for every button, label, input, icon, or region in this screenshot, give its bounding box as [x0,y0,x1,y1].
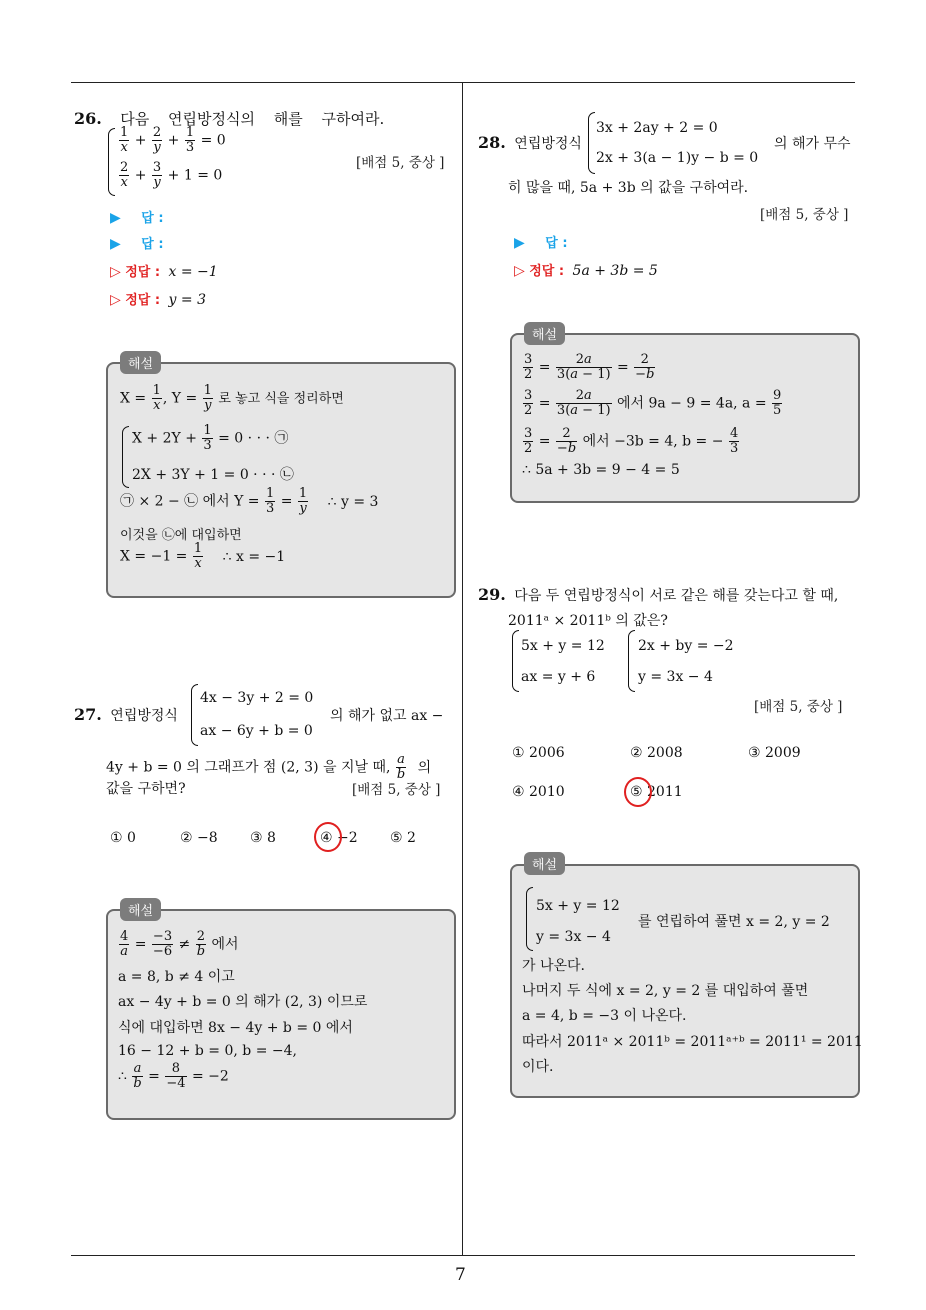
q26-brace [108,128,115,196]
q26-expl-line6: X = −1 = $\frac{1}{x}$ ∴ x = −1 [120,541,286,571]
q26-e6-post: ∴ x = −1 [222,548,286,565]
q27-text1-post: 의 해가 없고 ax − [330,708,444,724]
q29-sysB2: y = 3x − 4 [638,669,713,685]
q28-expl-line4: ∴ 5a + 3b = 9 − 4 = 5 [522,462,680,478]
q26-correct-value-2: y = 3 [168,292,206,308]
outline-play-icon: ▷ [110,292,121,308]
q26-answer-row-2 [110,233,164,252]
q26-correct-label-1: 정답 : [125,265,161,280]
play-icon: ▶ [514,235,525,251]
q27-selected-circle [314,822,342,852]
q27-brace [191,684,198,746]
q26-correct-1 [110,261,218,280]
q26-e2: X + 2Y + [132,430,197,447]
q26-expl-line5: 이것을 ㉡에 대입하면 [120,528,242,543]
q29-option-2[interactable]: ② 2008 [630,745,683,761]
q26-answer-label-2: 답 : [141,237,164,252]
q26-expl-line3: 2X + 3Y + 1 = 0 · · · ㉡ [132,467,294,483]
q28-expl-line3: $\frac{3}{2}$ = $\frac{2}{-b}$ 에서 −3b = 4, b = − $\frac{4}{3}$ [524,426,739,456]
play-icon: ▶ [110,236,121,252]
q28-e3-post: 에서 −3b = 4, b = − [582,433,724,450]
q28-sys1: 3x + 2ay + 2 = 0 [596,120,718,136]
q27-text3: 값을 구하면? [106,781,186,797]
q26-e6-pre: X = −1 = [120,548,188,565]
q26-e1-pre: X = [120,390,147,407]
q27-sys2: ax − 6y + b = 0 [200,723,313,739]
q27-option-3[interactable]: ③ 8 [250,830,276,846]
q27-option-5[interactable]: ⑤ 2 [390,830,416,846]
q26-eq2-rest: + 1 = 0 [167,167,223,184]
outline-play-icon: ▷ [110,264,121,280]
q27-sys1: 4x − 3y + 2 = 0 [200,690,314,706]
q26-eq2: $\frac{2}{x}$ + $\frac{3}{y}$ + 1 = 0 [120,160,223,190]
q27-option-4[interactable]: ④ −2 [320,830,358,846]
q29-expl-line4: a = 4, b = −3 이 나온다. [522,1008,687,1024]
q29-expl-line5: 따라서 2011ᵃ × 2011ᵇ = 2011ᵃ⁺ᵇ = 2011¹ = 2011 [522,1034,863,1050]
q27-tag: [배점 5, 중상 ] [352,782,441,798]
q28-correct-label: 정답 : [529,264,565,279]
q29-option-3[interactable]: ③ 2009 [748,745,801,761]
q28-e2-post: 에서 9a − 9 = 4a, a = [616,395,767,412]
q27-option-1[interactable]: ① 0 [110,830,136,846]
q26-correct-2 [110,289,206,308]
q29-text1: 다음 두 연립방정식이 서로 같은 해를 갖는다고 할 때, [514,588,839,604]
q29-expl-sys2: y = 3x − 4 [536,929,611,945]
q27-expl-line6: ∴ $\frac{a}{b}$ = $\frac{8}{-4}$ = −2 [118,1061,229,1091]
q27-text2: 4y + b = 0 의 그래프가 점 (2, 3) 을 지날 때, [106,759,391,776]
q29-sysA2: ax = y + 6 [521,669,596,685]
q28-text1-post: 의 해가 무수 [774,136,851,152]
q28-expl-line2: $\frac{3}{2}$ = $\frac{2a}{3(a - 1)}$ 에서 9a − 9 = 4a, a = $\frac{9}{5}$ [524,388,782,418]
q27-option-2[interactable]: ② −8 [180,830,218,846]
bottom-rule [71,1255,855,1256]
q26-explanation-tag: 해설 [120,351,161,374]
q29-option-4[interactable]: ④ 2010 [512,784,565,800]
q26-correct-label-2: 정답 : [125,293,161,308]
q27-expl-line4: 식에 대입하면 8x − 4y + b = 0 에서 [118,1020,353,1036]
q27-explanation-tag: 해설 [120,898,161,921]
q28-correct-value: 5a + 3b = 5 [572,263,658,279]
q29-expl-line2: 가 나온다. [522,958,585,974]
q26-expl-line2: X + 2Y + $\frac{1}{3}$ = 0 · · · ㉠ [132,423,289,453]
q29-sysA1: 5x + y = 12 [521,638,605,654]
q28-brace [588,112,595,174]
q29-text2: 2011ᵃ × 2011ᵇ 의 값은? [508,613,668,629]
q27-expl-line5: 16 − 12 + b = 0, b = −4, [118,1043,297,1059]
q28-sys2: 2x + 3(a − 1)y − b = 0 [596,150,759,166]
q26-eq1: $\frac{1}{x}$ + $\frac{2}{y}$ + $\frac{1}{3}$ = 0 [120,125,226,155]
q29-option-5[interactable]: ⑤ 2011 [630,784,683,800]
q27-expl-line2: a = 8, b ≠ 4 이고 [118,969,235,985]
q28-answer-row [514,232,568,251]
q28-explanation-tag: 해설 [524,322,565,345]
q27-e6-post: = −2 [191,1068,229,1085]
q26-e4-post: ∴ y = 3 [327,493,379,510]
page-number: 7 [455,1265,466,1285]
q29-line1 [478,585,838,605]
q29-expl-line1: 를 연립하여 풀면 x = 2, y = 2 [638,914,830,930]
q26-eq1-rest: = 0 [200,132,226,149]
q29-sysB1: 2x + by = −2 [638,638,734,654]
q26-expl-brace [122,426,129,488]
top-rule [71,82,855,83]
q29-option-1[interactable]: ① 2006 [512,745,565,761]
q29-brace-a [512,630,519,692]
q29-brace-b [628,630,635,692]
q29-explanation-tag: 해설 [524,852,565,875]
q27-number: 27. [74,705,102,724]
q28-correct [514,260,658,279]
q26-e1-post: 로 놓고 식을 정리하면 [218,391,344,407]
column-divider [462,83,463,1256]
q26-e1-mid: , Y = [162,390,198,407]
q26-e4-pre: ㉠ × 2 − ㉡ 에서 Y = [120,493,260,510]
q29-tag: [배점 5, 중상 ] [754,699,843,715]
q26-text: 다음 연립방정식의 해를 구하여라. [120,110,385,128]
q26-answer-label: 답 : [141,211,164,226]
q28-expl-line1: $\frac{3}{2}$ = $\frac{2a}{3(a - 1)}$ = $\frac{2}{-b}$ [524,352,655,382]
q29-expl-line3: 나머지 두 식에 x = 2, y = 2 를 대입하여 풀면 [522,983,809,999]
q26-answer-row-1 [110,207,164,226]
q29-number: 29. [478,585,506,604]
q28-text1: 연립방정식 [514,136,582,152]
q27-expl-line1: $\frac{4}{a}$ = $\frac{-3}{-6}$ ≠ $\frac{2}{b}$ 에서 [120,929,239,959]
q26-expl-line4: ㉠ × 2 − ㉡ 에서 Y = $\frac{1}{3}$ = $\frac{1}{y}$ ∴ y = 3 [120,486,379,516]
q28-answer-label: 답 : [545,236,568,251]
q26-tag: [배점 5, 중상 ] [356,155,445,171]
q29-expl-line6: 이다. [522,1059,554,1075]
q28-number: 28. [478,133,506,152]
q27-line2: 4y + b = 0 의 그래프가 점 (2, 3) 을 지날 때, $\frac{a}{b}$ 의 [106,752,432,782]
q29-selected-circle [624,777,652,807]
outline-play-icon: ▷ [514,263,525,279]
q29-expl-sys1: 5x + y = 12 [536,898,620,914]
q29-expl-brace [526,887,533,951]
q27-expl-line3: ax − 4y + b = 0 의 해가 (2, 3) 이므로 [118,994,368,1010]
q28-line1 [478,133,582,153]
q27-text2-post: 의 [417,759,432,776]
q28-text2: 히 많을 때, 5a + 3b 의 값을 구하여라. [508,180,749,196]
q28-tag: [배점 5, 중상 ] [760,207,849,223]
q27-text1: 연립방정식 [110,708,178,724]
q27-line1 [74,705,178,725]
q27-e1-post: 에서 [211,936,239,953]
play-icon: ▶ [110,210,121,226]
q26-e2-post: = 0 · · · ㉠ [218,430,289,447]
q26-expl-line1: X = $\frac{1}{x}$ , Y = $\frac{1}{y}$ 로 놓고 식을 정리하면 [120,383,344,413]
q26-correct-value-1: x = −1 [168,264,218,280]
q26-number: 26. [74,109,102,128]
